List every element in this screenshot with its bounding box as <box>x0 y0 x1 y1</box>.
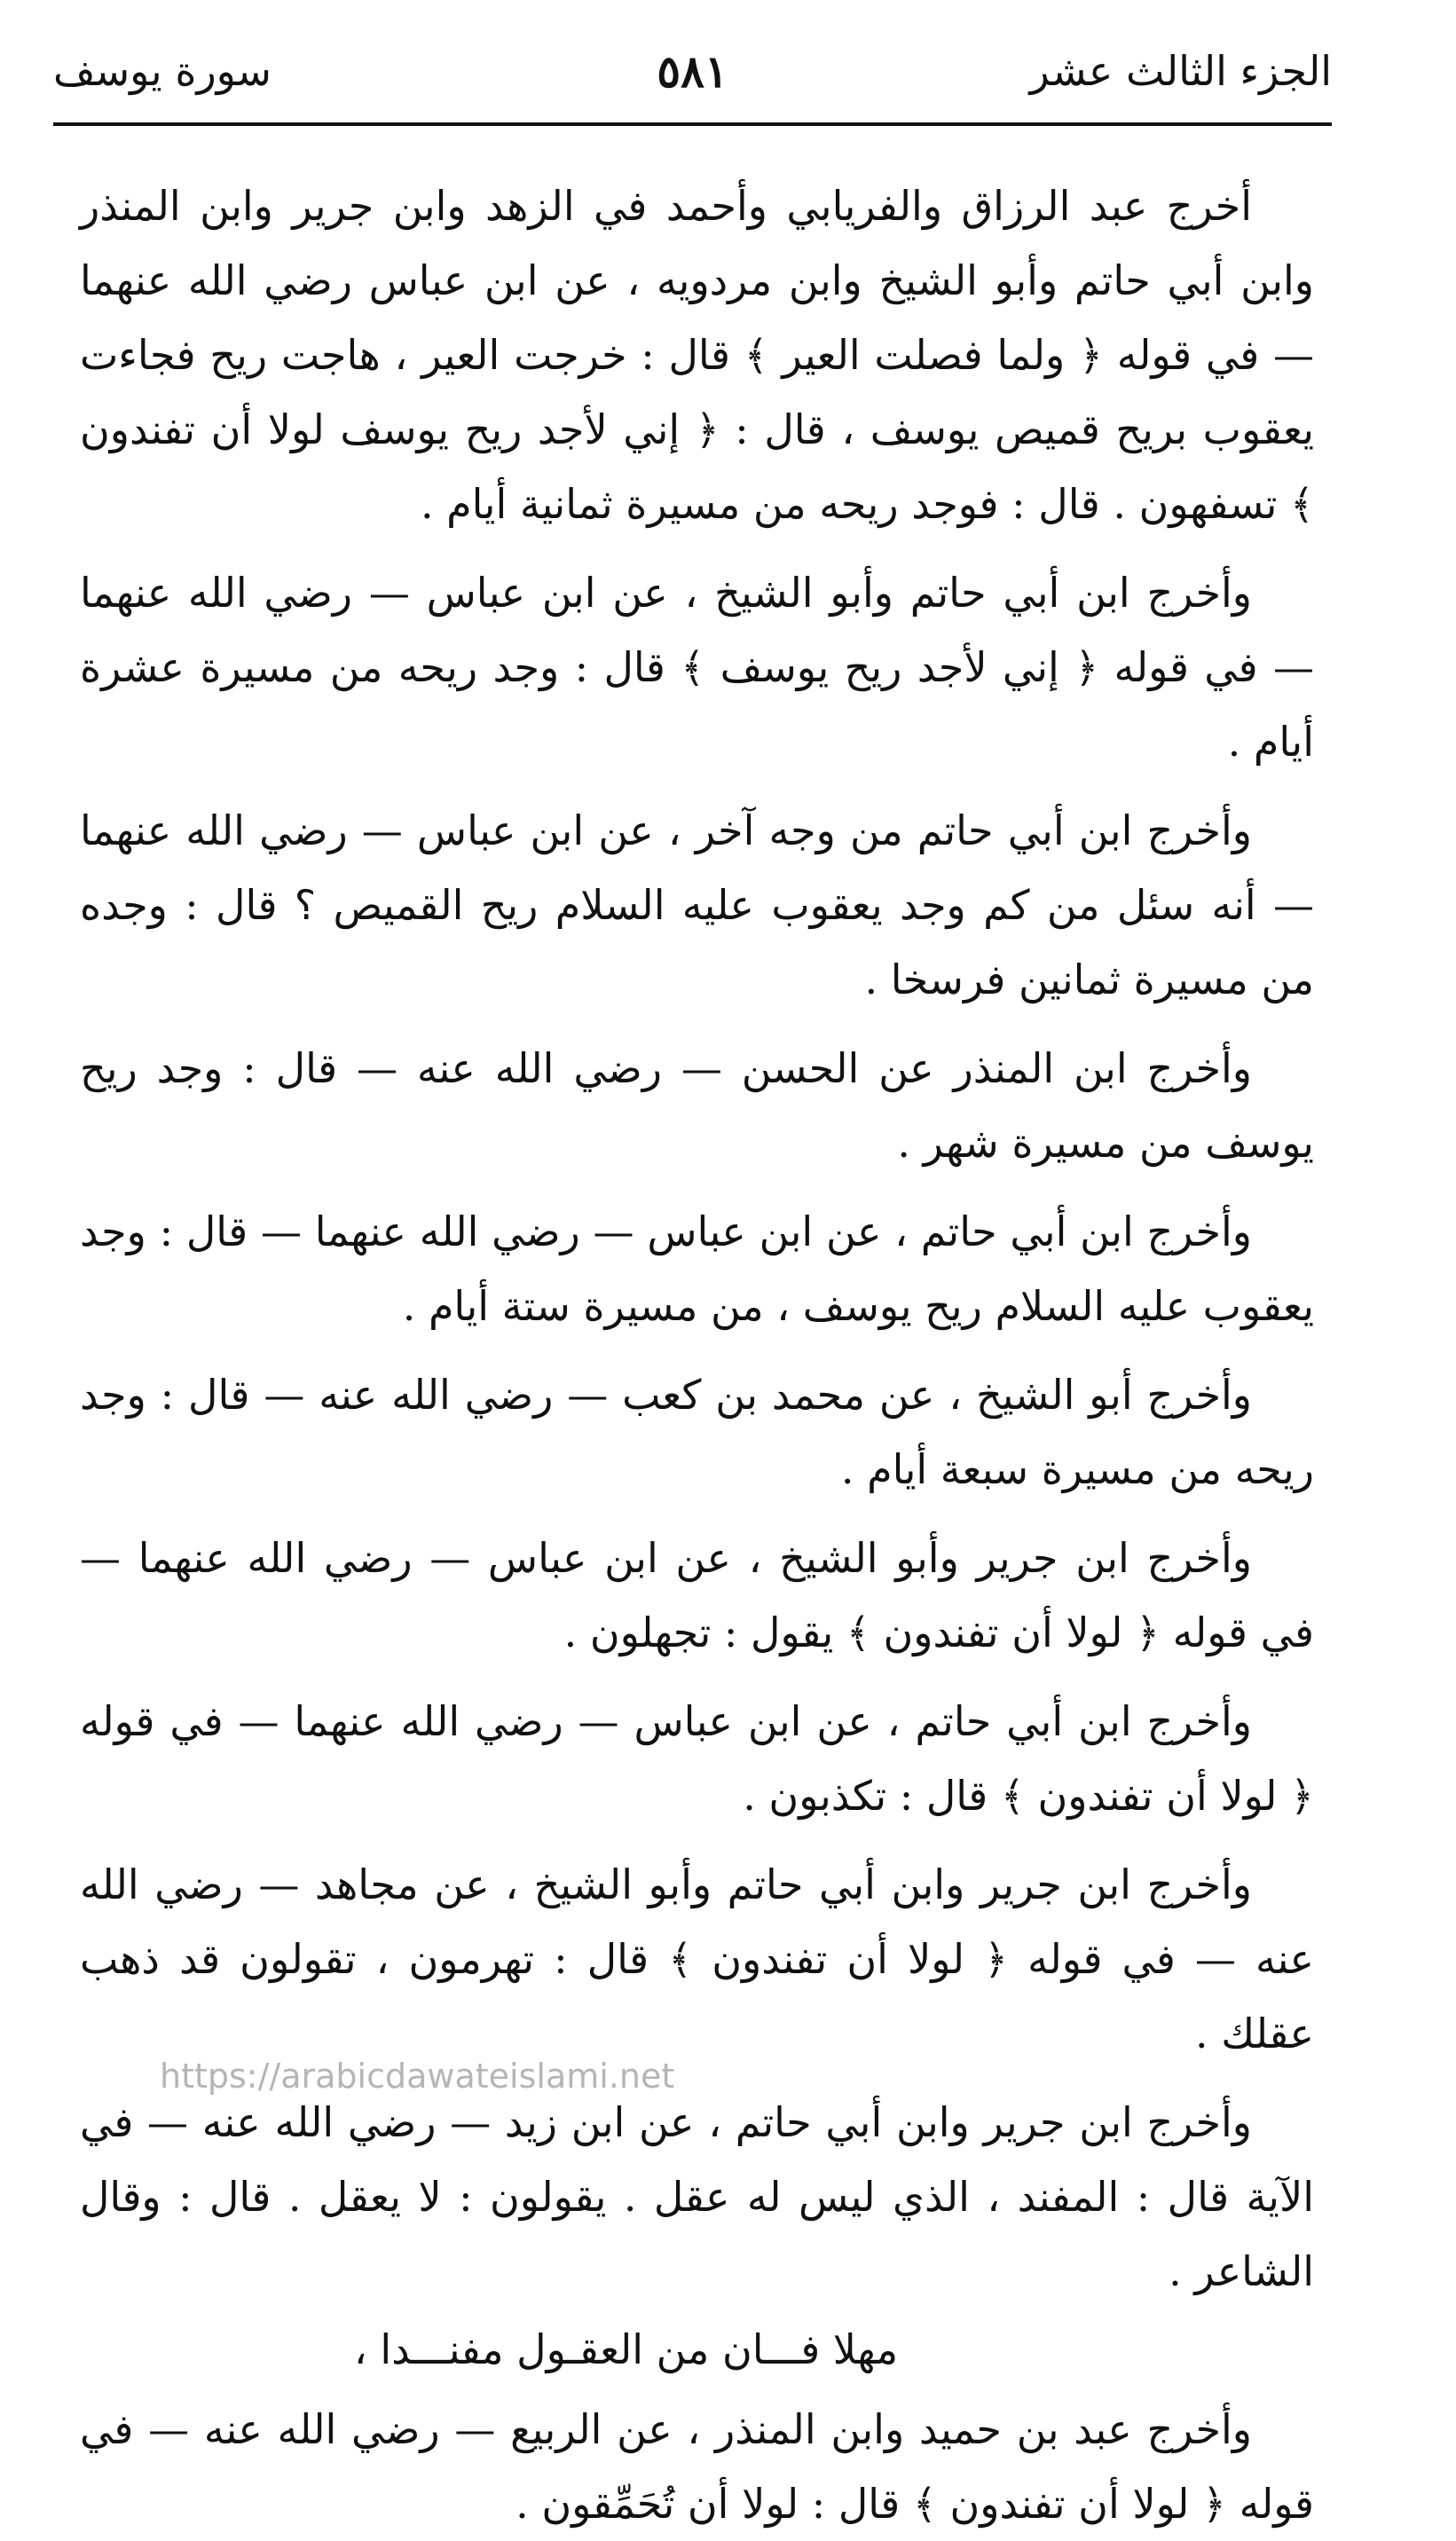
poetry-verse: مهلا فـــان من العقـول مفنـــدا ، <box>353 2325 899 2373</box>
paragraph-9: وأخرج ابن جرير وابن أبي حاتم وأبو الشيخ ، عن مجاهد — رضي الله عنه — في قوله ﴿ لولا أن تفندون ﴾ قال : تهرمون ، تقولون قد ذهب عقلك . <box>80 1861 1314 2057</box>
header-divider <box>53 122 1332 126</box>
part-title: الجزء الثالث عشر <box>1029 47 1332 95</box>
source-watermark: https://arabicdawateislami.net <box>160 2057 675 2096</box>
paragraph-2: وأخرج ابن أبي حاتم وأبو الشيخ ، عن ابن عباس — رضي الله عنهما — في قوله ﴿ إني لأجد ريح يوسف ﴾ قال : وجد ريحه من مسيرة عشرة أيام . <box>80 569 1314 766</box>
paragraph-10: وأخرج ابن جرير وابن أبي حاتم ، عن ابن زيد — رضي الله عنه — في الآية قال : المفند ، الذي ليس له عقل . يقولون : لا يعقل . قال : وقال الشاعر . <box>80 2098 1314 2295</box>
paragraph-1: أخرج عبد الرزاق والفريابي وأحمد في الزهد وابن جرير وابن المنذر وابن أبي حاتم وأبو الشيخ وابن مردويه ، عن ابن عباس رضي الله عنهما — في قوله ﴿ ولما فصلت العير ﴾ قال : خرجت العير ، هاجت ريح فجاءت يعقوب بريح قميص يوسف ، قال : ﴿ إني لأجد ريح يوسف لولا أن تفندون ﴾ تسفهون . قال : فوجد ريحه من مسيرة ثمانية أيام . <box>80 182 1314 528</box>
page-header <box>53 27 1332 115</box>
paragraph-7: وأخرج ابن جرير وأبو الشيخ ، عن ابن عباس — رضي الله عنهما — في قوله ﴿ لولا أن تفندون ﴾ يقول : تجهلون . <box>80 1534 1314 1656</box>
paragraph-5: وأخرج ابن أبي حاتم ، عن ابن عباس — رضي الله عنهما — قال : وجد يعقوب عليه السلام ريح يوسف ، من مسيرة ستة أيام . <box>80 1208 1314 1330</box>
paragraph-4: وأخرج ابن المنذر عن الحسن — رضي الله عنه — قال : وجد ريح يوسف من مسيرة شهر . <box>80 1044 1314 1167</box>
paragraph-8: وأخرج ابن أبي حاتم ، عن ابن عباس — رضي الله عنهما — في قوله ﴿ لولا أن تفندون ﴾ قال : تكذبون . <box>80 1697 1314 1820</box>
paragraph-11: وأخرج عبد بن حميد وابن المنذر ، عن الربيع — رضي الله عنه — في قوله ﴿ لولا أن تفندون ﴾ قال : لولا أن تُحَمِّقون . <box>80 2405 1314 2528</box>
paragraph-6: وأخرج أبو الشيخ ، عن محمد بن كعب — رضي الله عنه — قال : وجد ريحه من مسيرة سبعة أيام . <box>80 1371 1314 1493</box>
page-body <box>80 169 1314 2541</box>
surah-title: سورة يوسف <box>53 47 272 95</box>
paragraph-3: وأخرج ابن أبي حاتم من وجه آخر ، عن ابن عباس — رضي الله عنهما — أنه سئل من كم وجد يعقوب عليه السلام ريح القميص ؟ قال : وجده من مسيرة ثمانين فرسخا . <box>80 806 1314 1003</box>
page-number: ٥٨١ <box>657 44 728 98</box>
